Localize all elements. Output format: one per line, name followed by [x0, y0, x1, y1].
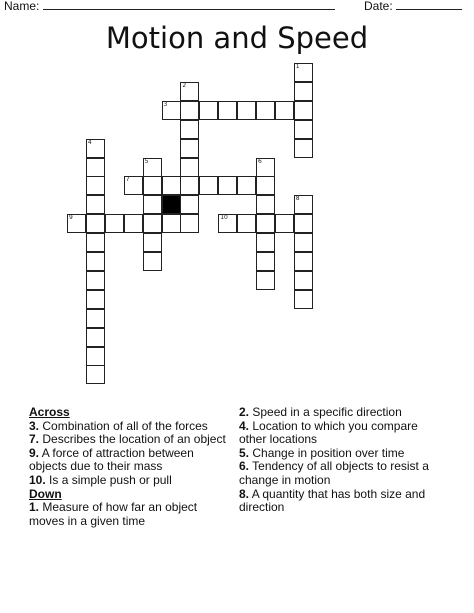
grid-cell[interactable]: [143, 252, 162, 271]
grid-cell[interactable]: [256, 214, 275, 233]
grid-cell[interactable]: [275, 214, 294, 233]
grid-cell[interactable]: [143, 158, 162, 177]
grid-cell[interactable]: [86, 214, 105, 233]
grid-cell[interactable]: [294, 290, 313, 309]
grid-cell[interactable]: [180, 82, 199, 101]
grid-cell[interactable]: [86, 290, 105, 309]
grid-cell[interactable]: [294, 233, 313, 252]
grid-cell[interactable]: [218, 214, 237, 233]
grid-cell[interactable]: [143, 214, 162, 233]
grid-cell[interactable]: [218, 101, 237, 120]
clue-down-1: 1. Measure of how far an object moves in a given time: [29, 500, 198, 528]
grid-cell[interactable]: [294, 195, 313, 214]
clues-right-column: [239, 406, 439, 515]
grid-cell[interactable]: [256, 176, 275, 195]
cell-number: 10: [220, 214, 228, 222]
grid-cell[interactable]: [256, 233, 275, 252]
grid-cell[interactable]: [218, 176, 237, 195]
clue-down-6: 6. Tendency of all objects to resist a change in motion: [239, 459, 429, 487]
cell-number: 3: [163, 100, 168, 108]
clue-across-9: 9. A force of attraction between objects due to their mass: [29, 445, 194, 474]
grid-cell[interactable]: [237, 214, 256, 233]
grid-cell[interactable]: [86, 158, 105, 177]
grid-cell[interactable]: [86, 309, 105, 328]
grid-cell[interactable]: [86, 328, 105, 347]
grid-cell[interactable]: [294, 214, 313, 233]
cell-number: 2: [182, 81, 187, 89]
grid-cell[interactable]: [180, 139, 199, 158]
grid-cell[interactable]: [86, 347, 105, 366]
grid-cell[interactable]: [180, 120, 199, 139]
grid-cell[interactable]: [294, 120, 313, 139]
grid-cell[interactable]: [86, 271, 105, 290]
grid-cell[interactable]: [275, 101, 294, 120]
cell-number: 7: [125, 176, 130, 184]
grid-cell[interactable]: [162, 176, 181, 195]
grid-cell[interactable]: [237, 101, 256, 120]
page-title: Motion and Speed: [105, 21, 369, 55]
clue-across-7: 7. Describes the location of an object: [29, 432, 226, 447]
grid-cell[interactable]: [143, 195, 162, 214]
grid-cell[interactable]: [124, 214, 143, 233]
grid-cell[interactable]: [143, 176, 162, 195]
clue-across-3: 3. Combination of all of the forces: [29, 418, 208, 433]
grid-cell[interactable]: [294, 139, 313, 158]
grid-cell[interactable]: [162, 101, 181, 120]
grid-cell[interactable]: [199, 101, 218, 120]
cell-number: 1: [295, 63, 300, 70]
cell-number: 4: [87, 138, 92, 146]
cell-number: 9: [69, 214, 73, 222]
grid-cell[interactable]: [86, 365, 105, 384]
grid-cell[interactable]: [105, 214, 124, 233]
grid-cell[interactable]: [294, 252, 313, 271]
grid-cell[interactable]: [256, 271, 275, 290]
grid-cell[interactable]: [294, 271, 313, 290]
grid-cell[interactable]: [86, 139, 105, 158]
grid-cell[interactable]: [162, 214, 181, 233]
grid-cell[interactable]: [294, 101, 313, 120]
grid-cell[interactable]: [256, 252, 275, 271]
cell-number: 5: [144, 157, 149, 165]
grid-cell[interactable]: [180, 176, 199, 195]
grid-cell[interactable]: [180, 214, 199, 233]
grid-cell[interactable]: [124, 176, 143, 195]
grid-cell[interactable]: [237, 176, 256, 195]
cell-number: 8: [295, 195, 300, 203]
grid-cell[interactable]: [86, 176, 105, 195]
black-square: [162, 195, 181, 214]
grid-cell[interactable]: [180, 195, 199, 214]
grid-cell[interactable]: [86, 195, 105, 214]
grid-cell[interactable]: [180, 101, 199, 120]
clues-left-column: [29, 406, 234, 528]
name-label: Name:: [4, 0, 40, 13]
clue-down-4: 4. Location to which you compare other locations: [239, 418, 418, 447]
grid-cell[interactable]: [294, 82, 313, 101]
grid-cell[interactable]: [294, 63, 313, 82]
grid-cell[interactable]: [256, 101, 275, 120]
grid-cell[interactable]: [256, 195, 275, 214]
clue-across-10: 10. Is a simple push or pull: [29, 472, 172, 487]
grid-cell[interactable]: [86, 252, 105, 271]
clue-down-8: 8. A quantity that has both size and direction: [239, 486, 426, 515]
across-heading: Across: [29, 405, 70, 419]
grid-cell[interactable]: [67, 214, 86, 233]
cell-number: 6: [258, 157, 262, 165]
grid-cell[interactable]: [199, 176, 218, 195]
grid-cell[interactable]: [143, 233, 162, 252]
date-label: Date:: [364, 0, 393, 13]
grid-cell[interactable]: [180, 158, 199, 177]
grid-cell[interactable]: [86, 233, 105, 252]
clue-down-5: 5. Change in position over time: [239, 445, 405, 460]
grid-cell[interactable]: [256, 158, 275, 177]
clue-down-2: 2. Speed in a specific direction: [239, 405, 402, 419]
down-heading: Down: [29, 486, 62, 501]
